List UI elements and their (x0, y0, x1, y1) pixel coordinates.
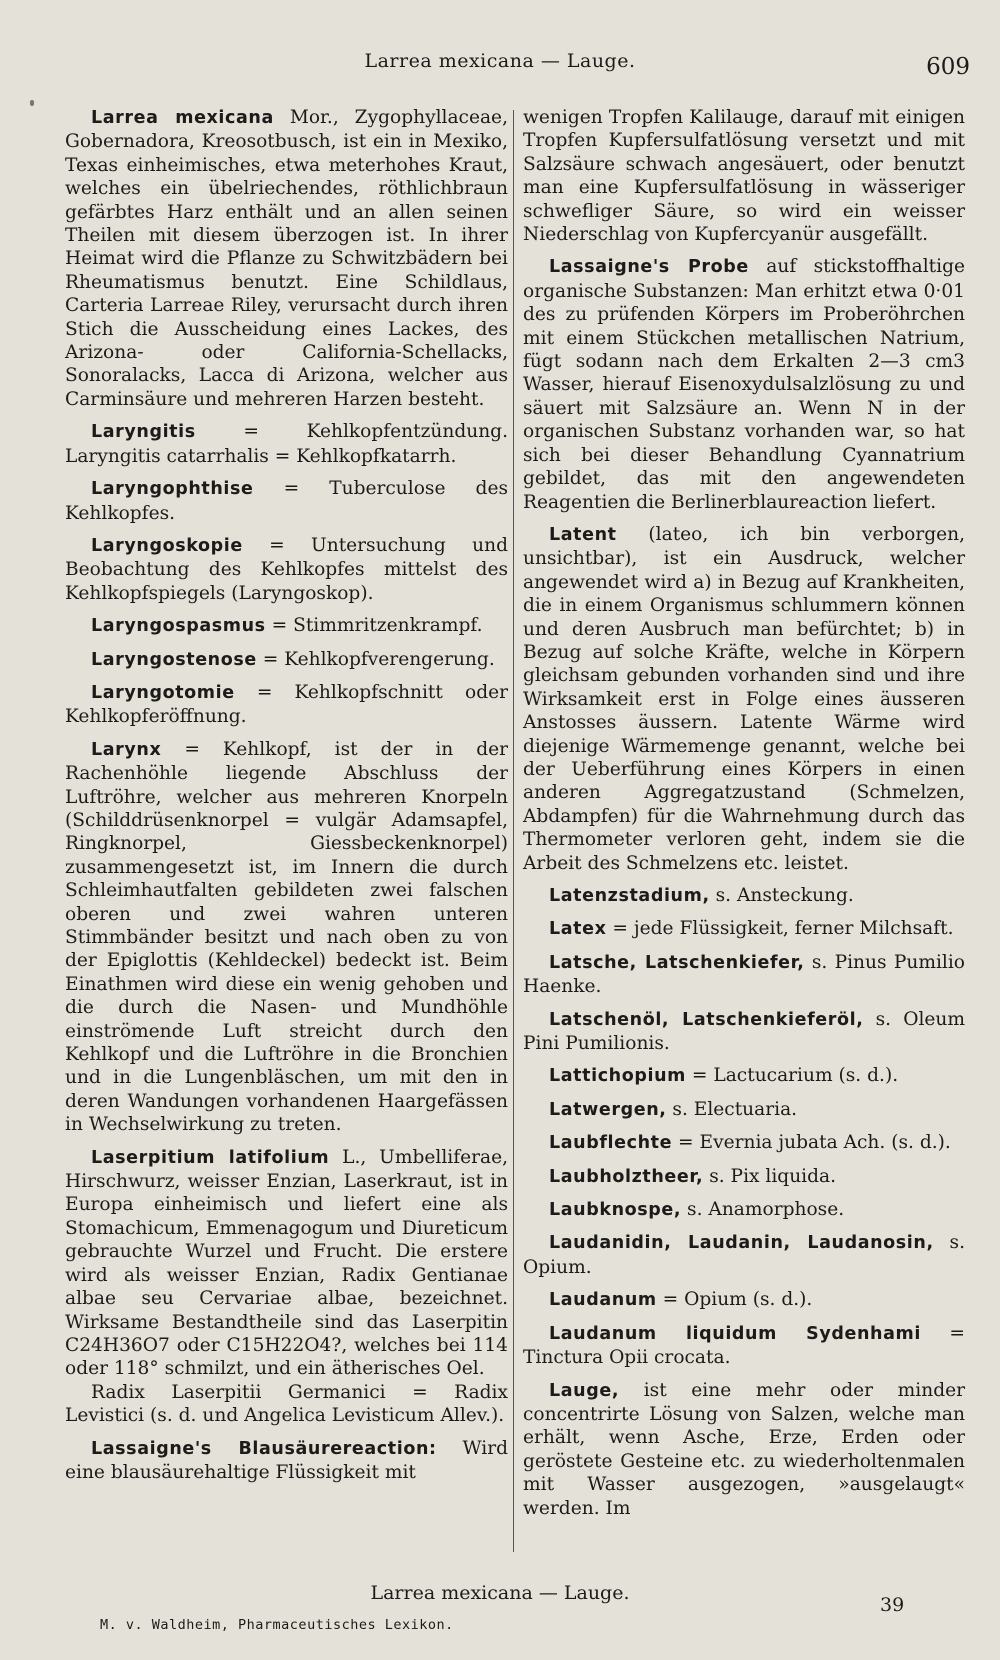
entry-text: = Kehlkopfschnitt oder Kehlkopferöffnung. (65, 681, 508, 728)
headword: Lattichopium (549, 1066, 686, 1087)
entry-lassaigne-blausaeurereaction (65, 1437, 508, 1485)
entry-laryngophthise (65, 477, 508, 525)
footer-title: Larrea mexicana — Lauge. (370, 1582, 630, 1604)
page-number: 609 (926, 54, 970, 80)
entry-text: = Opium (s. d.). (656, 1289, 813, 1311)
entry-text: s. Anamorphose. (681, 1199, 845, 1221)
entry-text: s. Pinus Pumilio Haenke. (523, 951, 965, 998)
headword: Laudanum liquidum Sydenhami (549, 1323, 921, 1344)
entry-larrea-mexicana (65, 106, 508, 411)
entry-text: = jede Flüssigkeit, ferner Milchsaft. (606, 918, 954, 940)
entry-text: (lateo, ich bin verborgen, unsichtbar), ist ein Ausdruck, welcher angewendet wird a) in Bezug auf Krankheiten, die in einem Organismus schlummern können und deren Ausbruch man befürchtet; b) in Bezug auf solche Kräfte, welche in Körpern gleichsam gebunden vorhanden sind und ihre Wirksamkeit erst in Folge eines äusseren Anstosses äussern. Latente Wärme wird diejenige Wärmemenge genannt, welche bei der Ueberführung eines Körpers in einen anderen Aggregatzustand (Schmelzen, Abdampfen) für die Wahrnehmung durch das Thermometer verloren geht, indem sie die Arbeit des Schmelzens etc. leistet. (523, 523, 965, 874)
entry-larynx (65, 738, 508, 1137)
headword: Latent (549, 524, 617, 545)
running-header: Larrea mexicana — Lauge. (364, 50, 636, 72)
entry-text: s. Oleum Pini Pumilionis. (523, 1008, 965, 1055)
headword: Laryngotomie (91, 682, 235, 703)
entry-laudanum (523, 1288, 965, 1312)
headword: Laudanidin, Laudanin, Laudanosin, (549, 1233, 934, 1254)
entry-lattichopium (523, 1064, 965, 1088)
headword: Laudanum (549, 1290, 657, 1311)
headword: Laryngitis (91, 422, 196, 443)
sheet-number: 39 (880, 1594, 905, 1616)
entry-text: s. Pix liquida. (703, 1165, 837, 1187)
entry-text: = Tinctura Opii crocata. (523, 1322, 965, 1369)
entry-latent (523, 523, 965, 875)
entry-laudanum-liquidum (523, 1322, 965, 1370)
entry-latenzstadium (523, 884, 965, 908)
headword: Lassaigne's Blausäurereaction: (91, 1438, 437, 1459)
right-column (523, 106, 965, 1529)
entry-text: s. Electuaria. (666, 1098, 798, 1120)
left-column (65, 106, 508, 1493)
entry-text: auf stickstoffhaltige organische Substanzen: Man erhitzt etwa 0·01 des zu prüfenden Körpers im Proberöhrchen mit einem Stückchen metallischen Natrium, fügt sodann nach dem Erkalten 2—3 cm3 Wasser, hierauf Eisenoxydulsalzlösung zu und säuert mit Salzsäure an. Wenn N in der organischen Substanz vorhanden war, so hat sich bei dieser Behandlung Cyannatrium gebildet, das mit den angewendeten Reagentien die Berlinerblaureaction liefert. (523, 256, 965, 513)
column-divider (513, 110, 514, 1552)
headword: Latenzstadium, (549, 886, 710, 906)
entry-latsche (523, 951, 965, 999)
entry-laserpitium-latifolium (65, 1146, 508, 1381)
entry-laubflechte (523, 1131, 965, 1155)
headword: Laryngoskopie (91, 535, 243, 556)
headword: Laubholztheer, (549, 1166, 704, 1187)
entry-text: ist eine mehr oder minder concentrirte Lösung von Salzen, welche man erhält, wenn Asche, Erze, Erden oder geröstete Gesteine etc. zu wiederholtenmalen mit Wasser ausgezogen, »ausgelaugt« werden. Im (523, 1379, 965, 1519)
entry-latwergen (523, 1098, 965, 1122)
entry-laryngospasmus (65, 614, 508, 638)
entry-laubholztheer (523, 1165, 965, 1189)
entry-laryngoskopie (65, 534, 508, 605)
entry-latschenoel (523, 1008, 965, 1056)
headword: Lauge, (549, 1380, 620, 1401)
entry-laudanidin (523, 1231, 965, 1279)
entry-text: = Untersuchung und Beobachtung des Kehlkopfes mittelst des Kehlkopfspiegels (Laryngoskop). (65, 534, 508, 604)
headword: Laryngostenose (91, 649, 257, 670)
entry-lassaigne-probe (523, 255, 965, 513)
print-speck (30, 100, 34, 106)
entry-text: = Kehlkopf, ist der in der Rachenhöhle liegende Abschluss der Luftröhre, welcher aus mehreren Knorpeln (Schilddrüsenknorpel = vulgär Adamsapfel, Ringknorpel, Giessbeckenknorpel) zusammengesetzt ist, im Innern die durch Schleimhautfalten gebildeten zwei falschen oberen und zwei wahren unteren Stimmbänder besitzt und nach oben zu von der Epiglottis (Kehldeckel) bedeckt ist. Beim Einathmen wird diese ein wenig gehoben und die durch die Nasen- und Mundhöhle einströmende Luft streicht durch den Kehlkopf und die Luftröhre in die Bronchien und in die Lungenbläschen, um mit den in deren Wandungen vorhandenen Haargefässen in Wechselwirkung zu treten. (65, 738, 508, 1136)
headword: Laubflechte (549, 1133, 673, 1154)
entry-text: = Kehlkopfverengerung. (256, 648, 495, 670)
entry-text: Wird eine blausäurehaltige Flüssigkeit mit (65, 1437, 509, 1483)
footer-signature: M. v. Waldheim, Pharmaceutisches Lexikon. (100, 1617, 454, 1633)
entry-text: s. Ansteckung. (709, 885, 854, 906)
entry-text: L., Umbelliferae, Hirschwurz, weisser Enzian, Laserkraut, ist in Europa einheimisch und liefert eine als Stomachicum, Emmenagogum und Diureticum gebrauchte Wurzel und Frucht. Die erstere wird als weisser Enzian, Radix Gentianae albae seu Cervariae albae, bezeichnet. Wirksame Bestandtheile sind das Laserpitin C24H36O7 oder C15H22O4?, welches bei 114 oder 118° schmilzt, und ein ätherisches Oel. (65, 1146, 509, 1380)
entry-continuation (523, 106, 965, 246)
entry-laryngotomie (65, 681, 508, 729)
headword: Laryngospasmus (91, 616, 266, 637)
headword: Lassaigne's Probe (549, 257, 749, 278)
headword: Larynx (91, 739, 162, 760)
headword: Latsche, Latschenkiefer, (549, 952, 805, 973)
entry-text: = Lactucarium (s. d.). (685, 1065, 899, 1087)
headword: Laubknospe, (549, 1200, 682, 1221)
headword: Latschenöl, Latschenkieferöl, (549, 1009, 864, 1030)
entry-text: Radix Laserpitii Germanici = Radix Levistici (s. d. und Angelica Levisticum Allev.). (65, 1381, 508, 1427)
headword: Laserpitium latifolium (91, 1147, 330, 1168)
entry-laubknospe (523, 1198, 965, 1222)
entry-lauge (523, 1379, 965, 1520)
entry-text: = Kehlkopfentzündung. Laryngitis catarrhalis = Kehlkopfkatarrh. (65, 421, 508, 467)
headword: Larrea mexicana (91, 108, 274, 128)
entry-text: = Stimmritzenkrampf. (265, 615, 483, 637)
entry-text: = Tuberculose des Kehlkopfes. (65, 478, 508, 524)
entry-text: wenigen Tropfen Kalilauge, darauf mit einigen Tropfen Kupfersulfatlösung versetzt und mit Salzsäure schwach angesäuert, oder benutzt man eine Kupfersulfatlösung in wässeriger schwefliger Säure, so wird ein weisser Niederschlag von Kupfercyanür ausgefällt. (523, 107, 965, 246)
entry-text: = Evernia jubata Ach. (s. d.). (672, 1132, 951, 1154)
headword: Laryngophthise (91, 479, 254, 500)
entry-radix-laserpitii (65, 1381, 508, 1428)
entry-laryngitis (65, 420, 508, 468)
entry-latex (523, 917, 965, 941)
entry-text: Mor., Zygophyllaceae, Gobernadora, Kreosotbusch, ist ein in Mexiko, Texas einheimisches, etwa meterhohes Kraut, welches ein übelriechendes, röthlichbraun gefärbtes Harz enthält und an allen seinen Theilen mit diesem überzogen ist. In ihrer Heimat wird die Pflanze zu Schwitzbädern bei Rheumatismus benutzt. Eine Schildlaus, Carteria Larreae Riley, verursacht durch ihren Stich die Ausscheidung eines Lackes, des Arizona- oder California-Schellacks, Sonoralacks, Lacca di Arizona, welcher aus Carminsäure und mehreren Harzen besteht. (65, 107, 508, 410)
entry-laryngostenose (65, 648, 508, 672)
headword: Latwergen, (549, 1099, 667, 1120)
entry-text: s. Opium. (523, 1232, 965, 1278)
headword: Latex (549, 919, 607, 940)
